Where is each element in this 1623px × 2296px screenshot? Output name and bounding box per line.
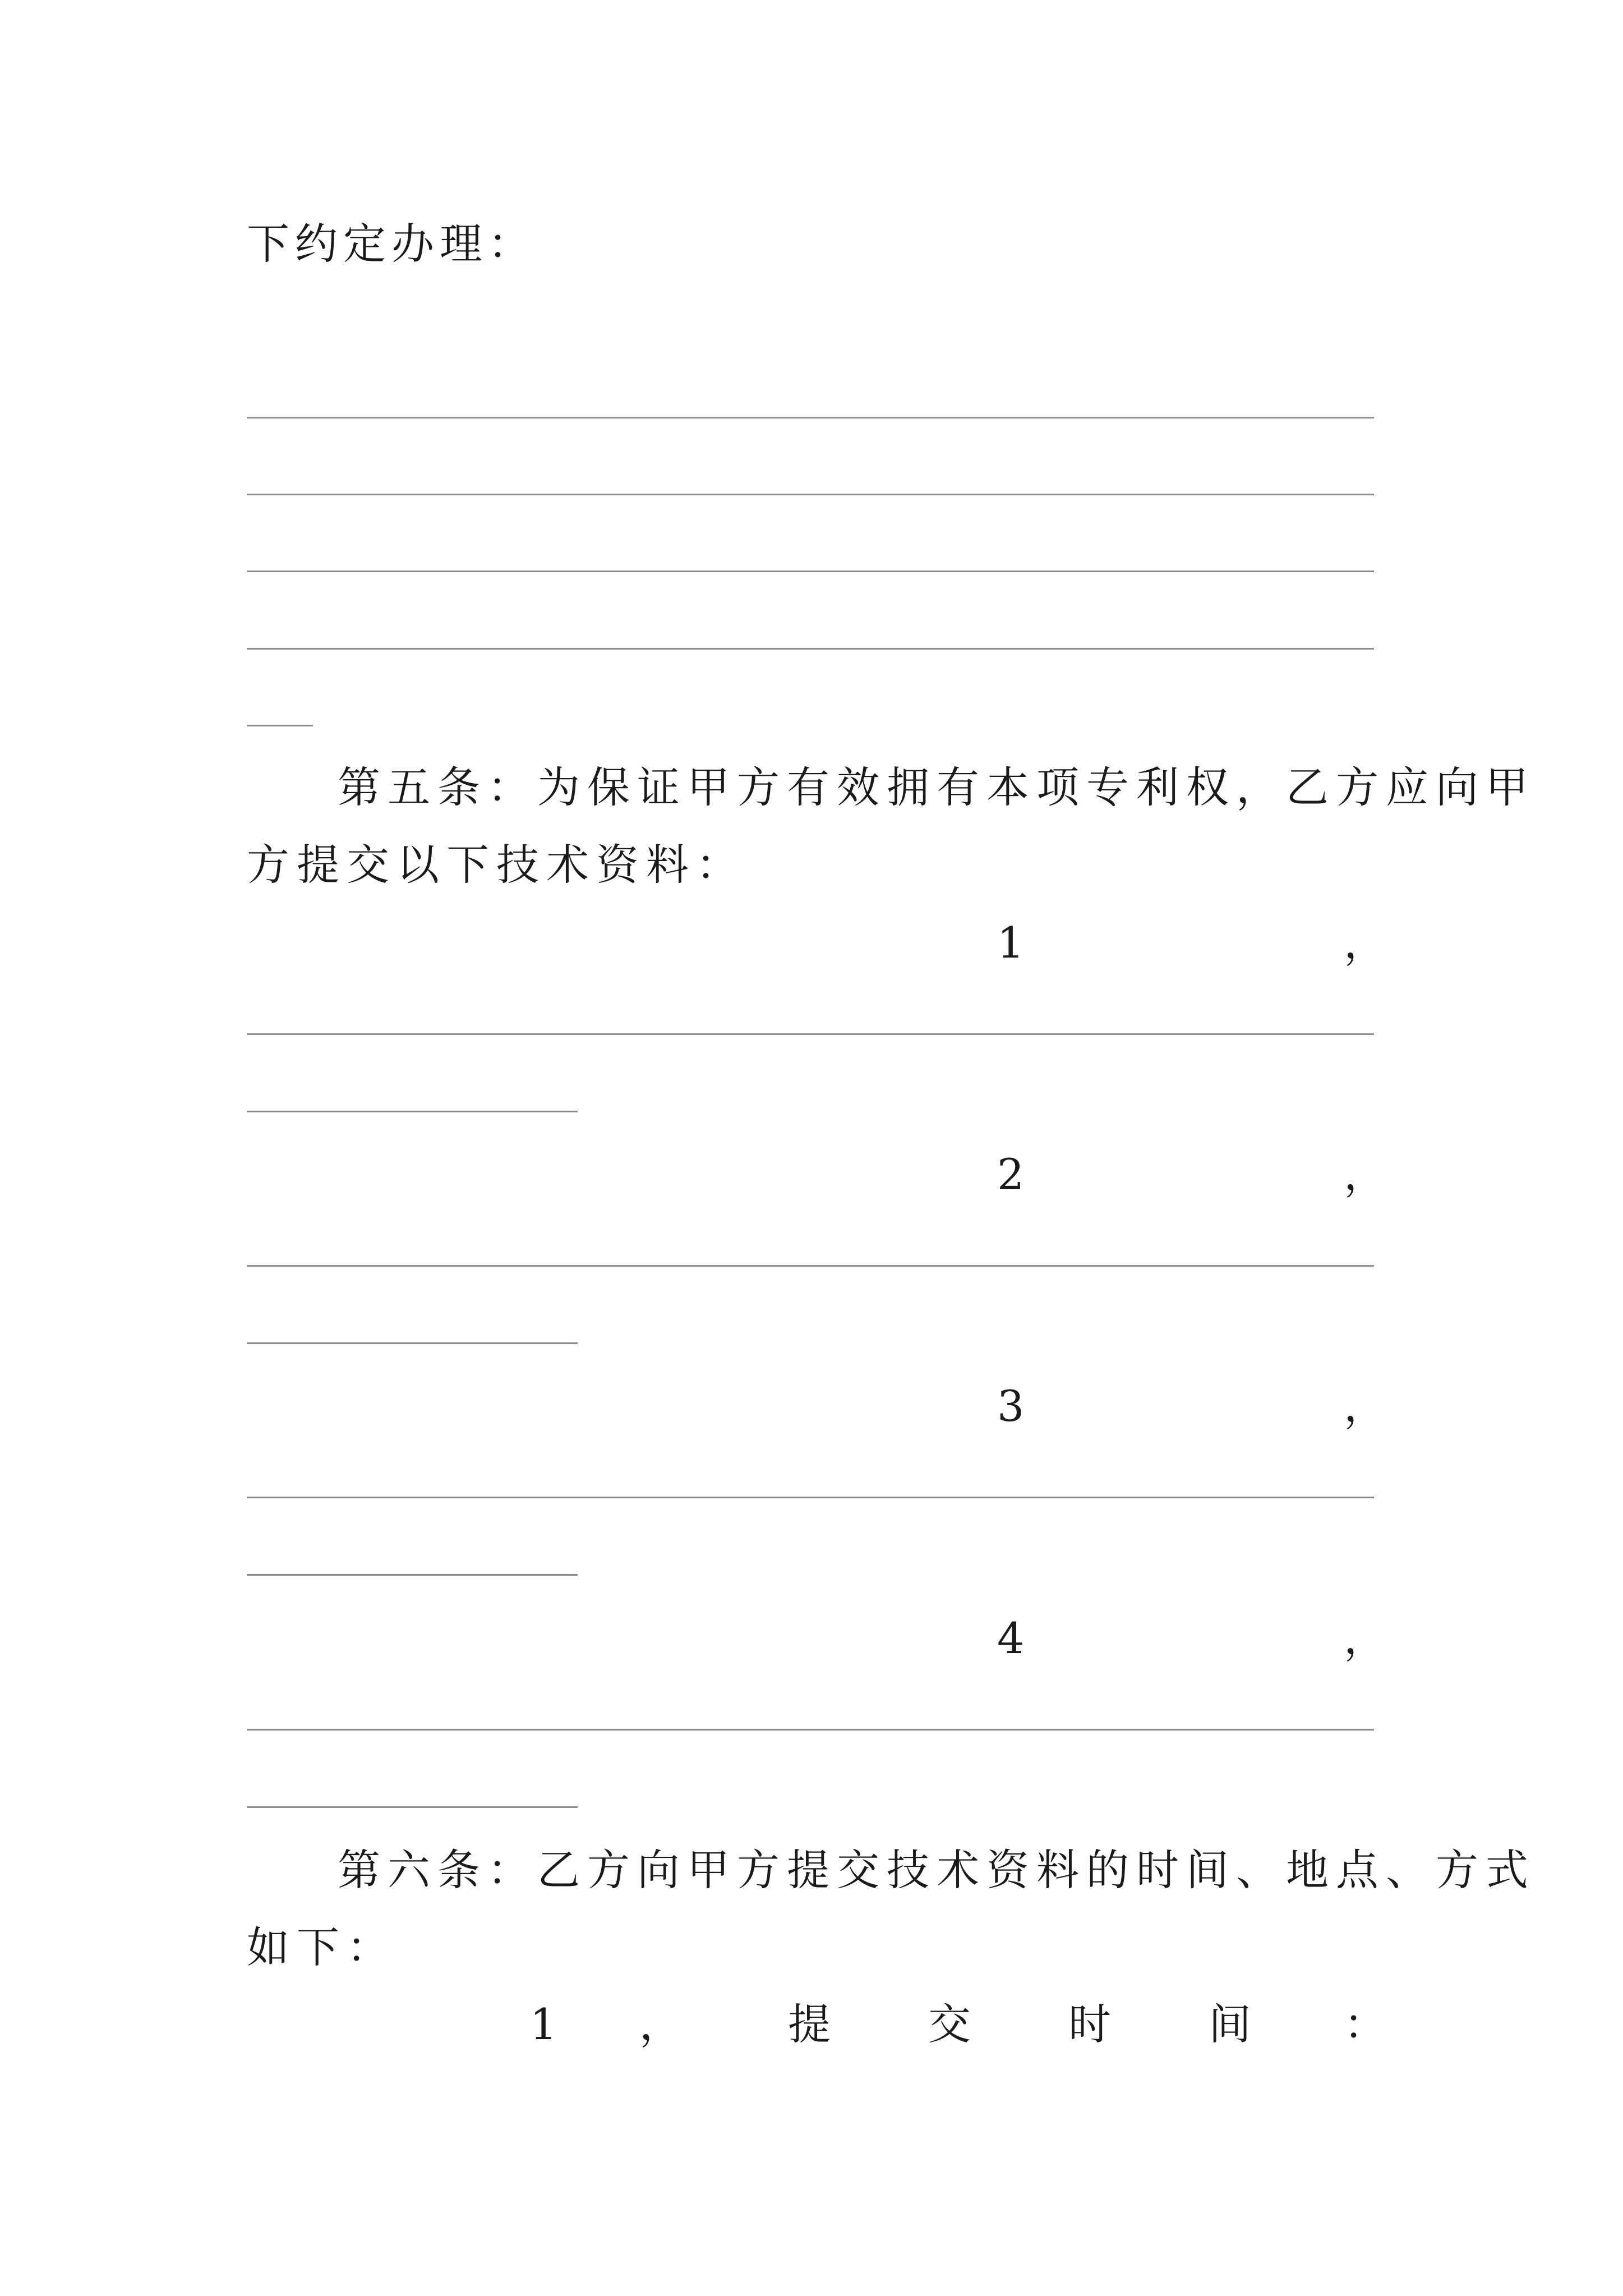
- article-6-line-2: 如下：: [247, 1922, 396, 1972]
- item-number: 3: [997, 1381, 1030, 1431]
- item-number: 4: [997, 1613, 1030, 1663]
- sub-item-char: 时: [1068, 1999, 1117, 2049]
- article-5-line-2: 方提交以下技术资料：: [247, 840, 746, 890]
- blank-rule-short: [247, 725, 313, 726]
- article-6-line-1: 第六条：乙方向甲方提交技术资料的时间、地点、方式: [338, 1845, 1536, 1895]
- sub-item-char: 间: [1209, 1999, 1257, 2049]
- sub-item-colon: ：: [1344, 1999, 1392, 2049]
- blank-rule-short: [247, 1574, 578, 1576]
- item-punct: ，: [1344, 1381, 1392, 1431]
- blank-rule: [247, 1265, 1374, 1267]
- item-number: 1: [997, 918, 1030, 968]
- blank-rule: [247, 494, 1374, 495]
- blank-rule: [247, 417, 1374, 418]
- blank-rule: [247, 648, 1374, 650]
- sub-item-char: 提: [788, 1999, 836, 2049]
- blank-rule-short: [247, 1342, 578, 1344]
- blank-rule-short: [247, 1806, 578, 1808]
- item-punct: ，: [1344, 918, 1392, 968]
- blank-rule: [247, 1729, 1374, 1731]
- sub-item-comma: ，: [639, 1999, 688, 2049]
- item-number: 2: [997, 1149, 1030, 1199]
- blank-rule-short: [247, 1111, 578, 1112]
- blank-rule: [247, 1497, 1374, 1498]
- item-punct: ，: [1344, 1149, 1392, 1199]
- article-5-line-1: 第五条：为保证甲方有效拥有本项专利权，乙方应向甲: [338, 762, 1536, 812]
- sub-item-number: 1: [530, 1999, 563, 2049]
- blank-rule: [247, 570, 1374, 572]
- item-punct: ，: [1344, 1613, 1392, 1663]
- intro-line: 下约定办理：: [247, 219, 536, 269]
- blank-rule: [247, 1033, 1374, 1035]
- sub-item-char: 交: [928, 1999, 976, 2049]
